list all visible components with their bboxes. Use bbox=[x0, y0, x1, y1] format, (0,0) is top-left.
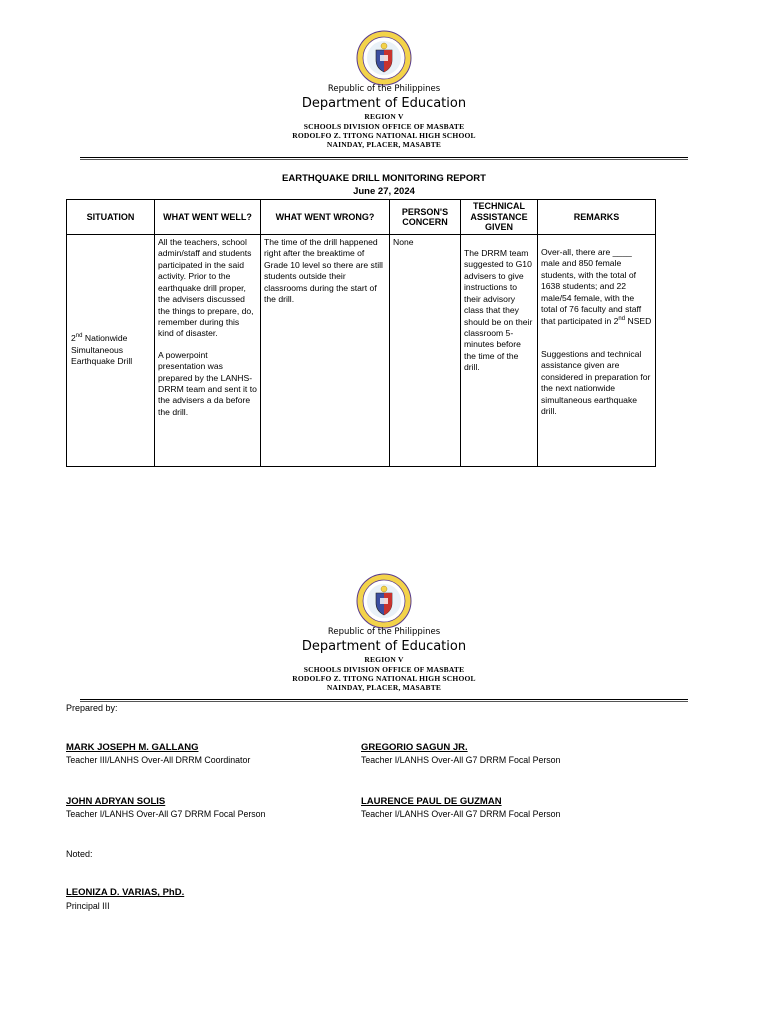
remarks-paragraph-1-end: NSED bbox=[625, 315, 652, 326]
cell-situation bbox=[67, 235, 155, 467]
table-row bbox=[67, 235, 656, 467]
header-remarks: REMARKS bbox=[538, 200, 656, 235]
table-header-row bbox=[67, 200, 656, 235]
deped-seal-icon bbox=[356, 573, 412, 629]
cell-concern bbox=[390, 235, 461, 467]
header-situation: SITUATION bbox=[67, 200, 155, 235]
concern-text: None bbox=[393, 237, 414, 247]
header-concern: PERSON'S CONCERN bbox=[390, 200, 461, 235]
region-text: REGION V bbox=[364, 112, 404, 121]
header-went-wrong: WHAT WENT WRONG? bbox=[261, 200, 390, 235]
department-name: Department of Education bbox=[301, 96, 467, 111]
department-name-2: Department of Education bbox=[301, 639, 467, 654]
header-divider bbox=[80, 157, 688, 158]
went-well-paragraph-2: A powerpoint presentation was prepared by the LANHS-DRRM team and sent it to the advisers a da before the drill. bbox=[158, 349, 257, 417]
cell-technical bbox=[461, 235, 538, 467]
header-technical: TECHNICAL ASSISTANCE GIVEN bbox=[461, 200, 538, 235]
republic-text-2: Republic of the Philippines bbox=[327, 627, 441, 637]
signatory-name: MARK JOSEPH M. GALLANG bbox=[66, 742, 199, 753]
went-well-paragraph-1: All the teachers, school admin/staff and students participated in the said activity. Prior to the earthquake drill proper, the advisers discussed the things to prepare, do, remember during this kind of disaster. bbox=[158, 237, 254, 339]
remarks-ordinal-suffix: nd bbox=[618, 315, 626, 322]
header-divider-secondary bbox=[80, 159, 688, 160]
signatory-name: LAURENCE PAUL DE GUZMAN bbox=[361, 796, 502, 807]
prepared-by-label: Prepared by: bbox=[66, 703, 118, 713]
school-name-2: RODOLFO Z. TITONG NATIONAL HIGH SCHOOL bbox=[292, 674, 476, 683]
technical-text: The DRRM team suggested to G10 advisers to give instructions to their advisory class that they should be on their classroom 5-minutes before the time of the drill. bbox=[464, 248, 533, 373]
header-went-well: WHAT WENT WELL? bbox=[155, 200, 261, 235]
signatory-name: JOHN ADRYAN SOLIS bbox=[66, 796, 166, 807]
deped-seal-icon bbox=[356, 30, 412, 86]
noted-label: Noted: bbox=[66, 849, 93, 859]
monitoring-table bbox=[66, 199, 656, 467]
situation-ordinal-suffix: nd bbox=[75, 333, 83, 340]
header-divider-2-secondary bbox=[80, 701, 688, 702]
situation-ordinal: 2 bbox=[71, 333, 76, 344]
school-name: RODOLFO Z. TITONG NATIONAL HIGH SCHOOL bbox=[292, 131, 476, 140]
noted-name: LEONIZA D. VARIAS, PhD. bbox=[66, 887, 185, 898]
division-text: SCHOOLS DIVISION OFFICE OF MASBATE bbox=[303, 122, 465, 131]
signatory-title: Teacher I/LANHS Over-All G7 DRRM Focal Person bbox=[361, 755, 561, 765]
went-wrong-text: The time of the drill happened right after the breaktime of Grade 10 level so there are still students outside their classrooms during the start of the drill. bbox=[264, 237, 383, 305]
report-title: EARTHQUAKE DRILL MONITORING REPORT bbox=[282, 173, 486, 184]
situation-text: Nationwide Simultaneous Earthquake Drill bbox=[71, 333, 133, 367]
republic-text: Republic of the Philippines bbox=[327, 84, 441, 94]
signatory-name: GREGORIO SAGUN JR. bbox=[361, 742, 468, 753]
signatory-title: Teacher I/LANHS Over-All G7 DRRM Focal Person bbox=[66, 809, 266, 819]
school-address: NAINDAY, PLACER, MASABTE bbox=[326, 140, 442, 149]
cell-went-wrong bbox=[261, 235, 390, 467]
header-divider-2 bbox=[80, 699, 688, 700]
region-text-2: REGION V bbox=[364, 655, 404, 664]
remarks-paragraph-1: Over-all, there are ____ male and 850 female students, with the total of 1638 students; and 22 male/54 female, with the total of 76 faculty and staff that participated in 2 bbox=[541, 247, 642, 326]
noted-title: Principal III bbox=[66, 901, 110, 911]
cell-went-well bbox=[155, 235, 261, 467]
division-text-2: SCHOOLS DIVISION OFFICE OF MASBATE bbox=[303, 665, 465, 674]
report-date: June 27, 2024 bbox=[353, 186, 415, 197]
remarks-paragraph-2: Suggestions and technical assistance given are considered in preparation for the next nationwide simultaneous earthquake drill. bbox=[541, 348, 651, 417]
school-address-2: NAINDAY, PLACER, MASABTE bbox=[326, 683, 442, 692]
signatory-title: Teacher I/LANHS Over-All G7 DRRM Focal Person bbox=[361, 809, 561, 819]
cell-remarks bbox=[538, 235, 656, 467]
signatory-title: Teacher III/LANHS Over-All DRRM Coordinator bbox=[66, 755, 251, 765]
